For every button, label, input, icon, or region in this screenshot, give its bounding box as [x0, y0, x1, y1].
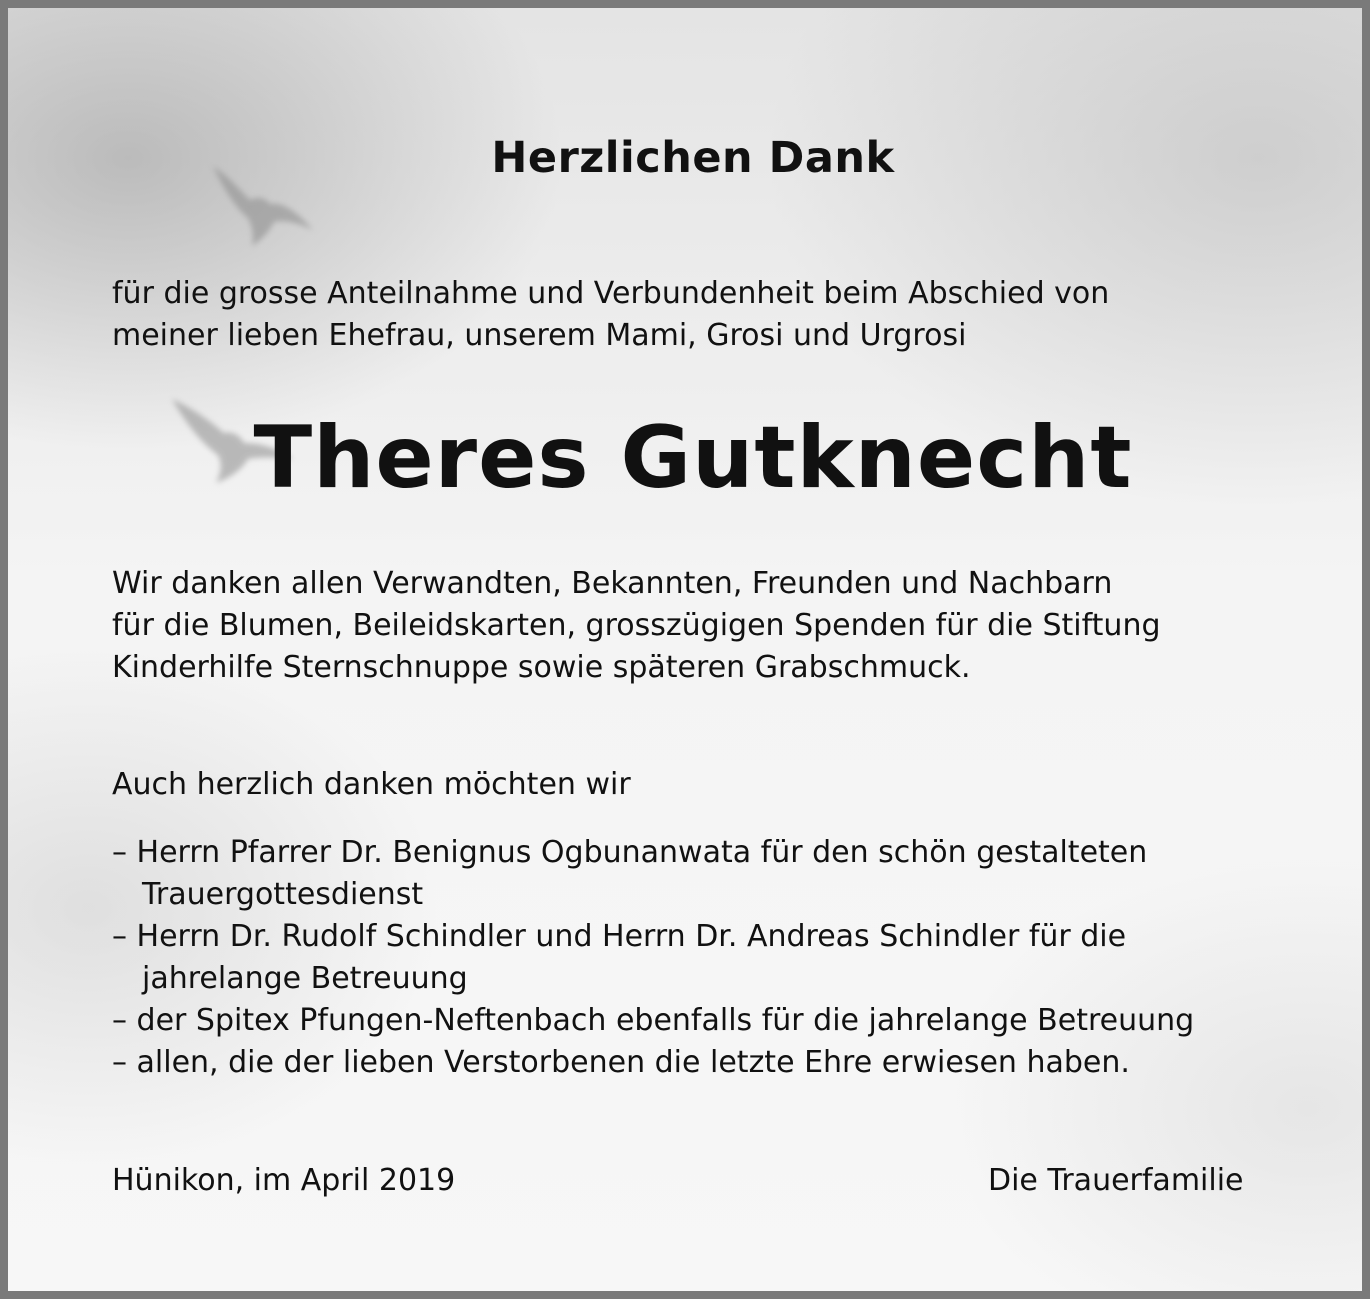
list-item: – Herrn Dr. Rudolf Schindler und Herrn Dr. Andreas Schindler für die — [112, 919, 1127, 954]
intro-text — [112, 273, 1109, 357]
deceased-name: Theres Gutknecht — [253, 408, 1133, 508]
intro-line: meiner lieben Ehefrau, unserem Mami, Grosi und Urgrosi — [112, 318, 967, 353]
signature: Die Trauerfamilie — [988, 1163, 1244, 1198]
intro-line: für die grosse Anteilnahme und Verbundenheit beim Abschied von — [112, 276, 1110, 311]
list-item-continuation: Trauergottesdienst — [142, 877, 424, 912]
list-item: – Herrn Pfarrer Dr. Benignus Ogbunanwata für den schön gestalteten — [112, 835, 1148, 870]
place-date: Hünikon, im April 2019 — [112, 1163, 456, 1198]
acknowledgement-list — [112, 832, 1312, 1084]
list-item: – allen, die der lieben Verstorbenen die letzte Ehre erwiesen haben. — [112, 1045, 1130, 1080]
heading: Herzlichen Dank — [491, 133, 895, 183]
lead-text: Auch herzlich danken möchten wir — [112, 767, 631, 802]
thanks-text — [112, 563, 1161, 689]
thanks-line: Wir danken allen Verwandten, Bekannten, Freunden und Nachbarn — [112, 566, 1113, 601]
list-item: – der Spitex Pfungen-Neftenbach ebenfalls für die jahrelange Betreuung — [112, 1003, 1195, 1038]
list-item-continuation: jahrelange Betreuung — [142, 961, 468, 996]
thanks-line: für die Blumen, Beileidskarten, grosszügigen Spenden für die Stiftung — [112, 608, 1161, 643]
thanks-line: Kinderhilfe Sternschnuppe sowie späteren Grabschmuck. — [112, 650, 971, 685]
